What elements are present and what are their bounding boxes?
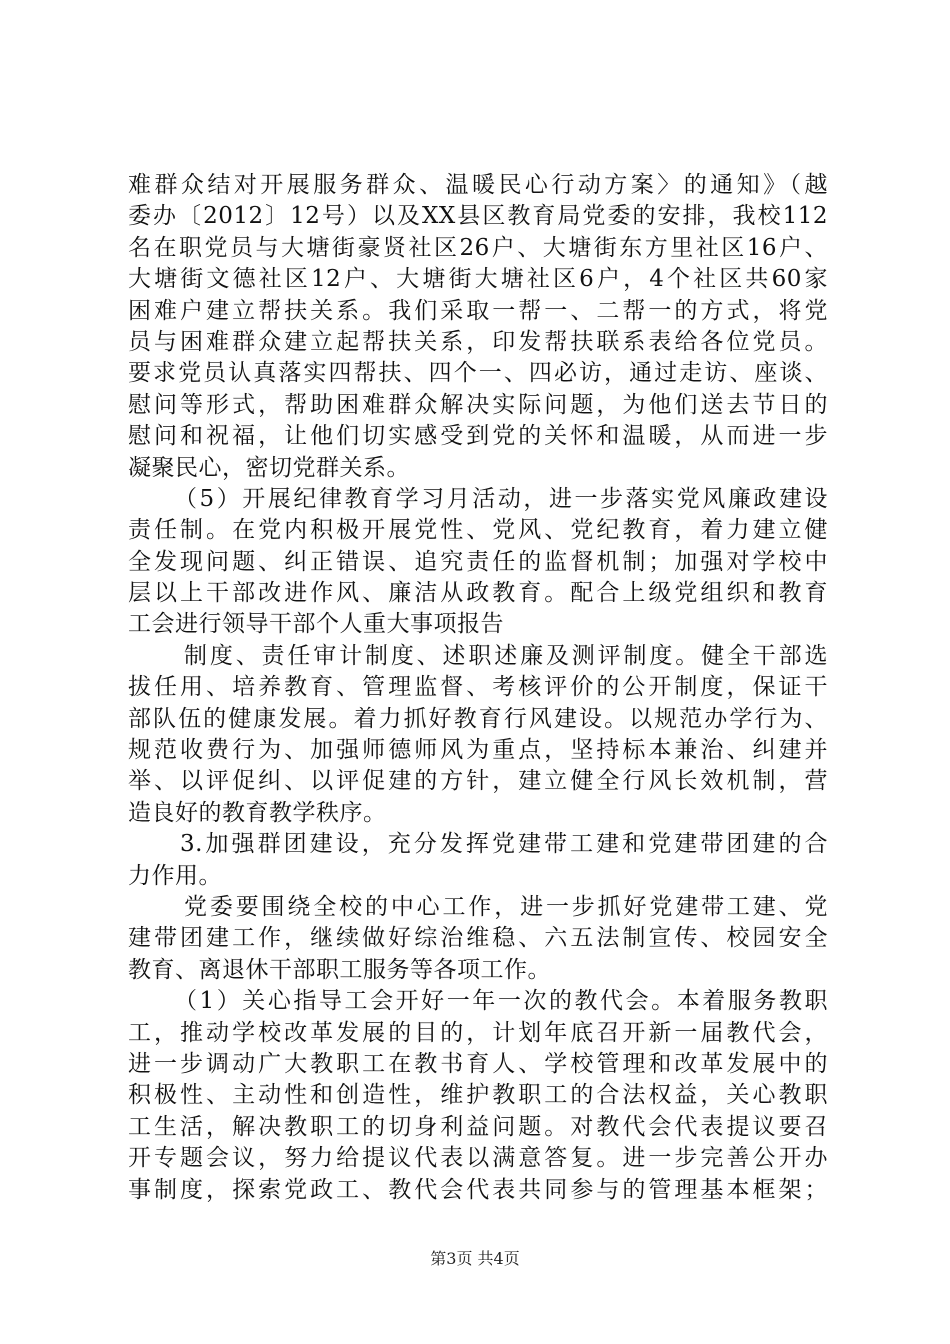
text-line: 工生活，解决教职工的切身利益问题。对教代会代表提议要召: [128, 1113, 828, 1140]
text-line: 进一步调动广大教职工在教书育人、学校管理和改革发展中的: [128, 1050, 828, 1077]
paragraph-first-line: 制度、责任审计制度、述职述廉及测评制度。健全干部选: [184, 642, 828, 669]
text-line: 积极性、主动性和创造性，维护教职工的合法权益，关心教职: [128, 1082, 828, 1109]
text-line: 要求党员认真落实四帮扶、四个一、四必访，通过走访、座谈、: [128, 360, 828, 387]
text-line: 大塘街文德社区12户、大塘街大塘社区6户，4个社区共60家: [128, 266, 828, 293]
text-line: 凝聚民心，密切党群关系。: [128, 454, 410, 481]
page-number-footer: 第3页 共4页: [430, 1249, 520, 1268]
text-line: 拔任用、培养教育、管理监督、考核评价的公开制度，保证干: [128, 674, 828, 701]
text-line: 造良好的教育教学秩序。: [128, 799, 387, 826]
text-line: 部队伍的健康发展。着力抓好教育行风建设。以规范办学行为、: [128, 705, 828, 732]
paragraph-first-line: （1）关心指导工会开好一年一次的教代会。本着服务教职: [174, 988, 828, 1015]
text-line: 教育、离退休干部职工服务等各项工作。: [128, 956, 551, 983]
paragraph-first-line: （5）开展纪律教育学习月活动，进一步落实党风廉政建设: [174, 485, 828, 512]
text-line: 开专题会议，努力给提议代表以满意答复。进一步完善公开办: [128, 1145, 828, 1172]
text-line: 举、以评促纠、以评促建的方针，建立健全行风长效机制，营: [128, 768, 828, 795]
text-line: 工会进行领导干部个人重大事项报告: [128, 611, 504, 638]
text-line: 慰问等形式，帮助困难群众解决实际问题，为他们送去节日的: [128, 391, 828, 418]
paragraph-first-line: 党委要围绕全校的中心工作，进一步抓好党建带工建、党: [184, 893, 828, 920]
text-line: 慰问和祝福，让他们切实感受到党的关怀和温暖，从而进一步: [128, 423, 828, 450]
text-line: 规范收费行为、加强师德师风为重点，坚持标本兼治、纠建并: [128, 737, 828, 764]
text-line: 层以上干部改进作风、廉洁从政教育。配合上级党组织和教育: [128, 580, 828, 607]
text-line: 事制度，探索党政工、教代会代表共同参与的管理基本框架；: [128, 1176, 828, 1203]
text-line: 力作用。: [128, 862, 222, 889]
text-line: 全发现问题、纠正错误、追究责任的监督机制；加强对学校中: [128, 548, 828, 575]
text-line: 工，推动学校改革发展的目的，计划年底召开新一届教代会，: [128, 1019, 828, 1046]
text-line: 员与困难群众建立起帮扶关系，印发帮扶联系表给各位党员。: [128, 328, 828, 355]
text-line: 难群众结对开展服务群众、温暖民心行动方案〉的通知》（越: [128, 172, 828, 198]
text-line: 委办〔2012〕12号）以及XX县区教育局党委的安排，我校112: [128, 203, 828, 230]
text-line: 建带团建工作，继续做好综治维稳、六五法制宣传、校园安全: [128, 925, 828, 952]
section-heading: 3.加强群团建设，充分发挥党建带工建和党建带团建的合: [180, 831, 828, 858]
text-line: 名在职党员与大塘街豪贤社区26户、大塘街东方里社区16户、: [128, 234, 828, 261]
document-body: [128, 170, 828, 1206]
text-line: 责任制。在党内积极开展党性、党风、党纪教育，着力建立健: [128, 517, 828, 544]
text-line: 困难户建立帮扶关系。我们采取一帮一、二帮一的方式，将党: [128, 297, 828, 324]
